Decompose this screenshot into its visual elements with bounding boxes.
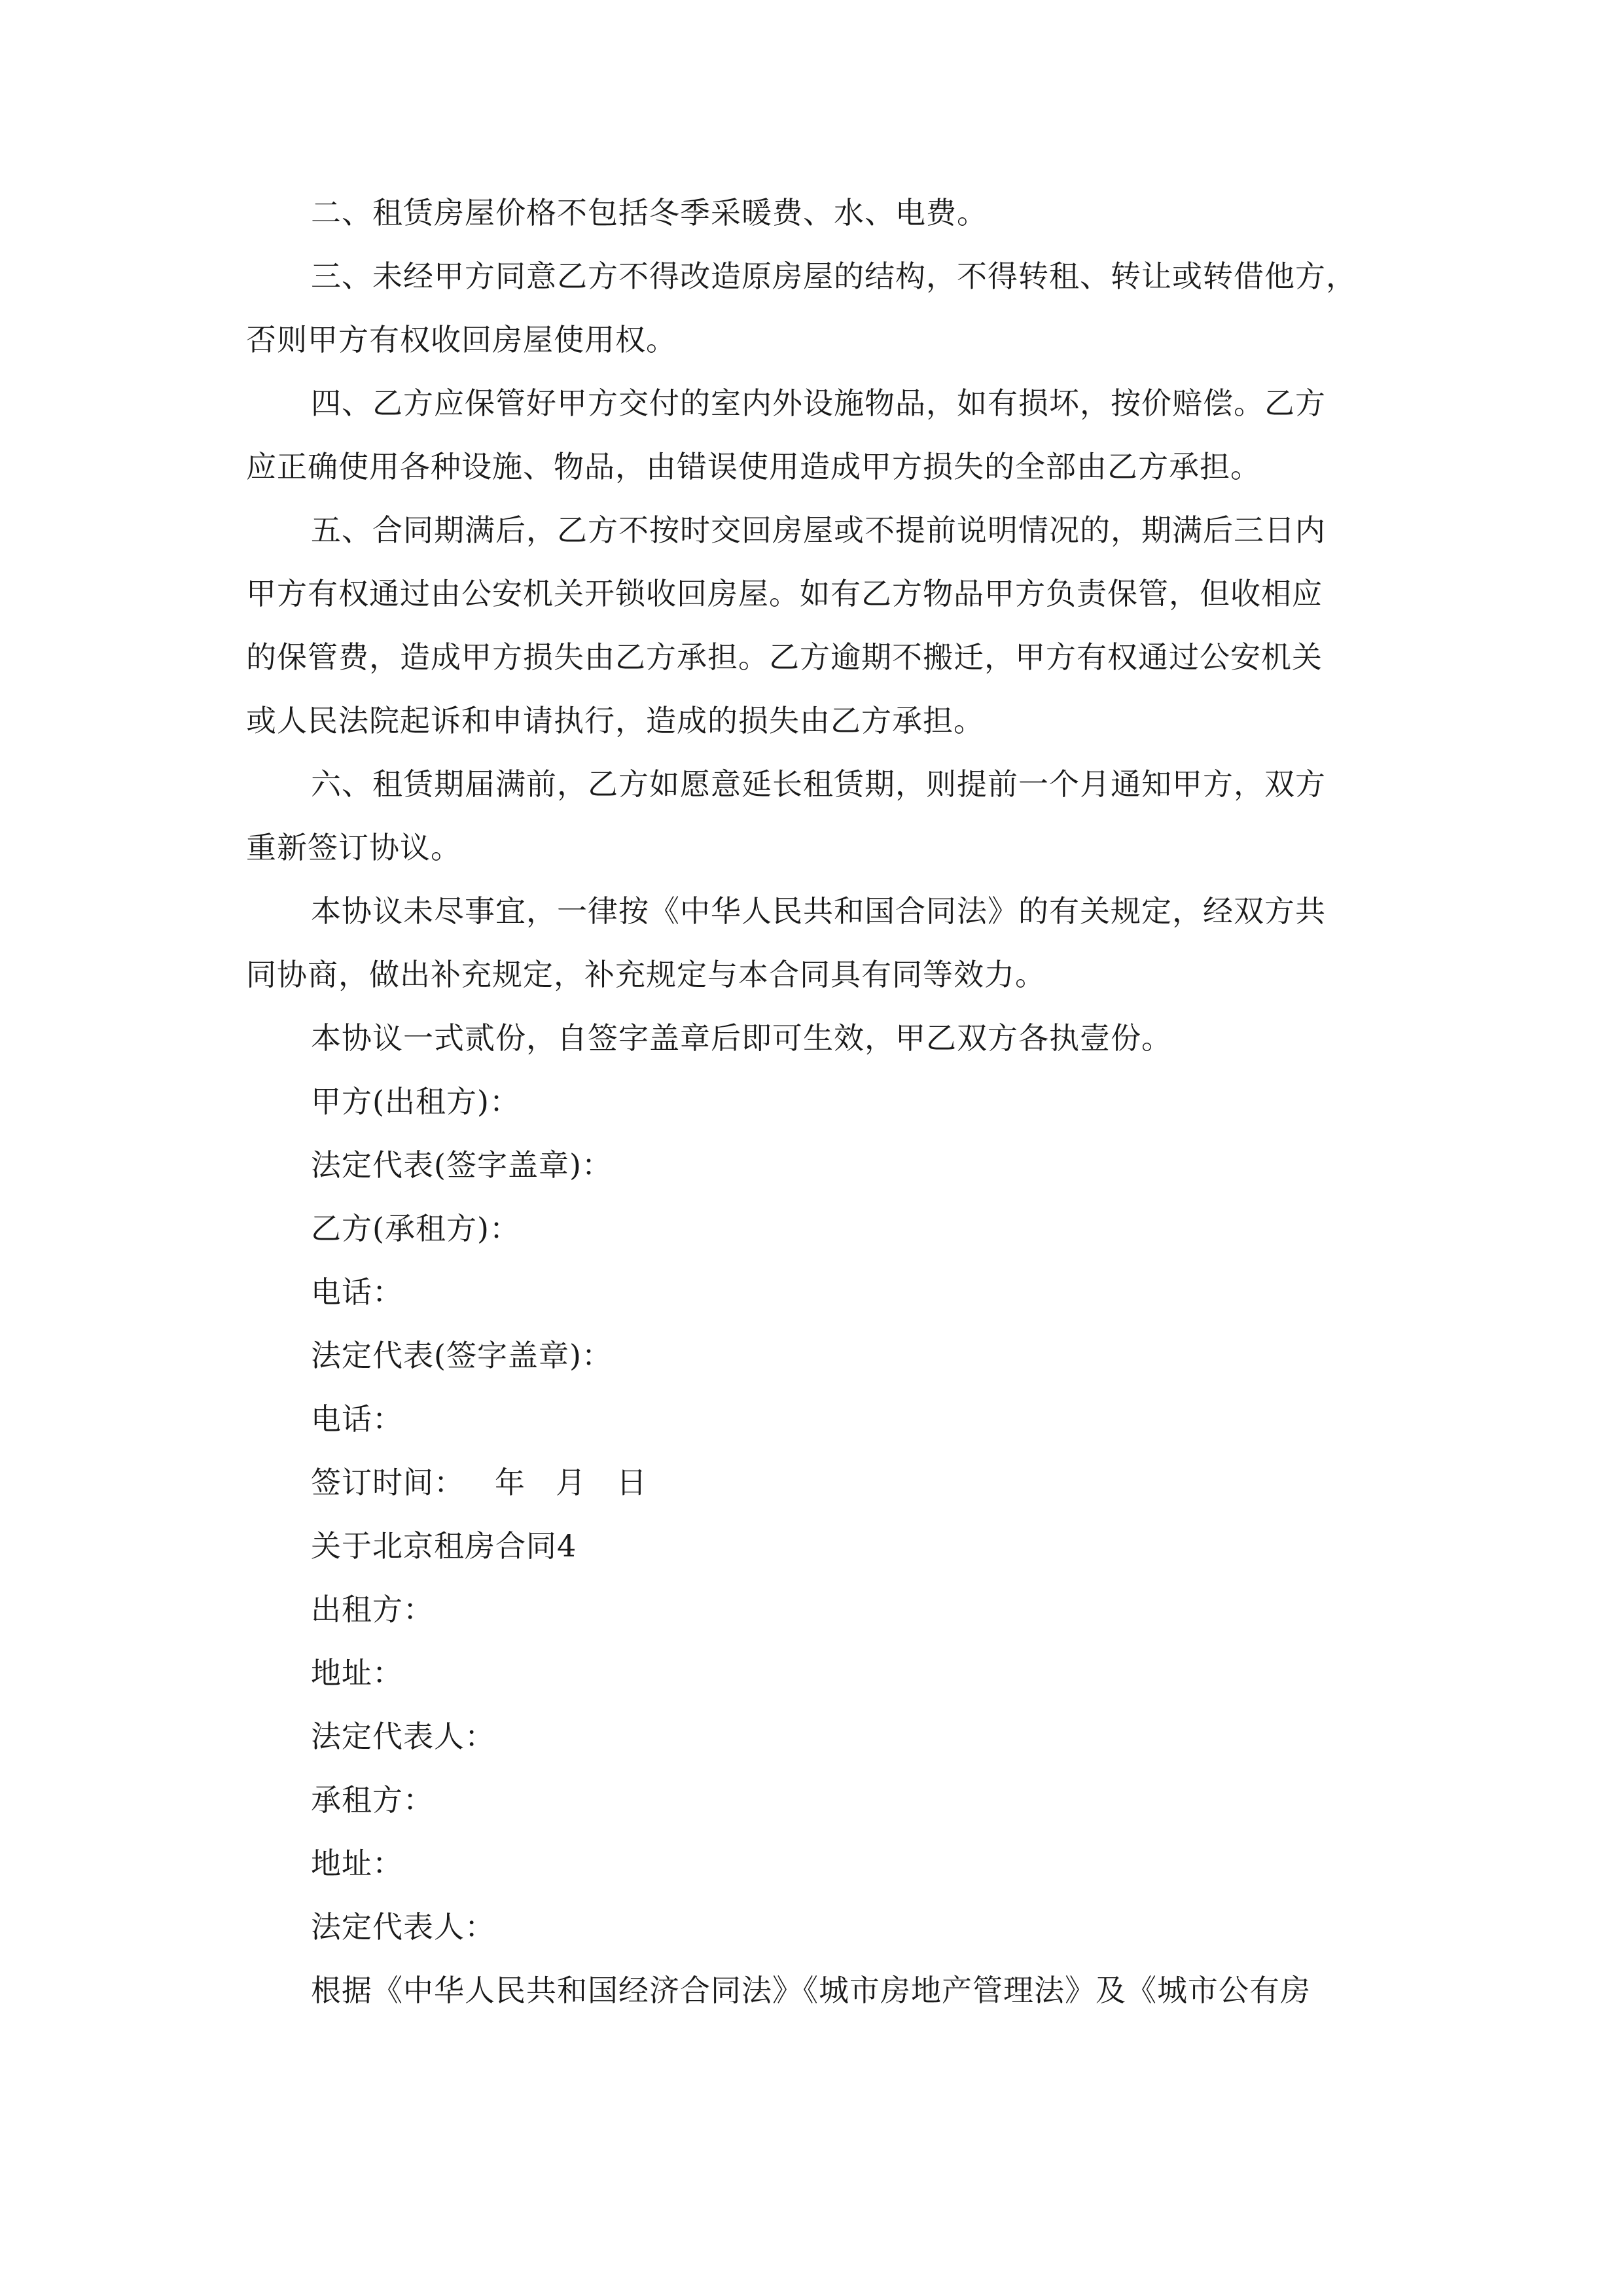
document-page <box>246 196 1424 2037</box>
clause-5-line-4: 或人民法院起诉和申请执行，造成的损失由乙方承担。 <box>246 703 984 738</box>
party-b-phone-label: 电话： <box>311 1401 403 1437</box>
lessor-representative-label: 法定代表人： <box>311 1719 495 1754</box>
party-b-representative-label: 法定代表(签字盖章)： <box>311 1338 613 1373</box>
sign-date-month: 月 <box>556 1465 586 1500</box>
lessor-label: 出租方： <box>311 1592 434 1627</box>
clause-4-line-2: 应正确使用各种设施、物品，由错误使用造成甲方损失的全部由乙方承担。 <box>246 449 1261 484</box>
party-a-representative-label: 法定代表(签字盖章)： <box>311 1147 613 1183</box>
clause-5-line-3: 的保管费，造成甲方损失由乙方承担。乙方逾期不搬迁，甲方有权通过公安机关 <box>246 639 1323 675</box>
lessee-representative-label: 法定代表人： <box>311 1909 495 1945</box>
clause-3-line-2: 否则甲方有权收回房屋使用权。 <box>246 322 677 357</box>
clause-5-line-2: 甲方有权通过由公安机关开锁收回房屋。如有乙方物品甲方负责保管，但收相应 <box>246 576 1323 611</box>
lessee-label: 承租方： <box>311 1782 434 1818</box>
supplement-line-1: 本协议未尽事宜，一律按《中华人民共和国合同法》的有关规定，经双方共 <box>311 893 1326 929</box>
sign-date-year: 年 <box>495 1465 526 1500</box>
lessee-address-label: 地址： <box>311 1846 403 1881</box>
lessor-address-label: 地址： <box>311 1655 403 1691</box>
clause-2: 二、租赁房屋价格不包括冬季采暖费、水、电费。 <box>311 195 988 230</box>
clause-6-line-1: 六、租赁期届满前，乙方如愿意延长租赁期，则提前一个月通知甲方，双方 <box>311 766 1326 802</box>
contract-4-title: 关于北京租房合同4 <box>311 1528 577 1564</box>
party-b-label: 乙方(承租方)： <box>311 1211 520 1246</box>
clause-3-line-1: 三、未经甲方同意乙方不得改造原房屋的结构，不得转租、转让或转借他方， <box>311 259 1357 294</box>
clause-5-line-1: 五、合同期满后，乙方不按时交回房屋或不提前说明情况的，期满后三日内 <box>311 512 1326 548</box>
clause-6-line-2: 重新签订协议。 <box>246 830 461 865</box>
supplement-line-2: 同协商，做出补充规定，补充规定与本合同具有同等效力。 <box>246 957 1046 992</box>
clause-4-line-1: 四、乙方应保管好甲方交付的室内外设施物品，如有损坏，按价赔偿。乙方 <box>311 386 1326 421</box>
party-a-phone-label: 电话： <box>311 1274 403 1310</box>
copies-clause: 本协议一式贰份，自签字盖章后即可生效，甲乙双方各执壹份。 <box>311 1020 1172 1056</box>
sign-date-label: 签订时间： <box>311 1465 465 1500</box>
sign-date-day: 日 <box>616 1465 647 1500</box>
party-a-label: 甲方(出租方)： <box>311 1084 520 1119</box>
legal-basis-line: 根据《中华人民共和国经济合同法》《城市房地产管理法》及《城市公有房 <box>311 1973 1311 2008</box>
sign-date-line <box>246 1466 1424 1530</box>
